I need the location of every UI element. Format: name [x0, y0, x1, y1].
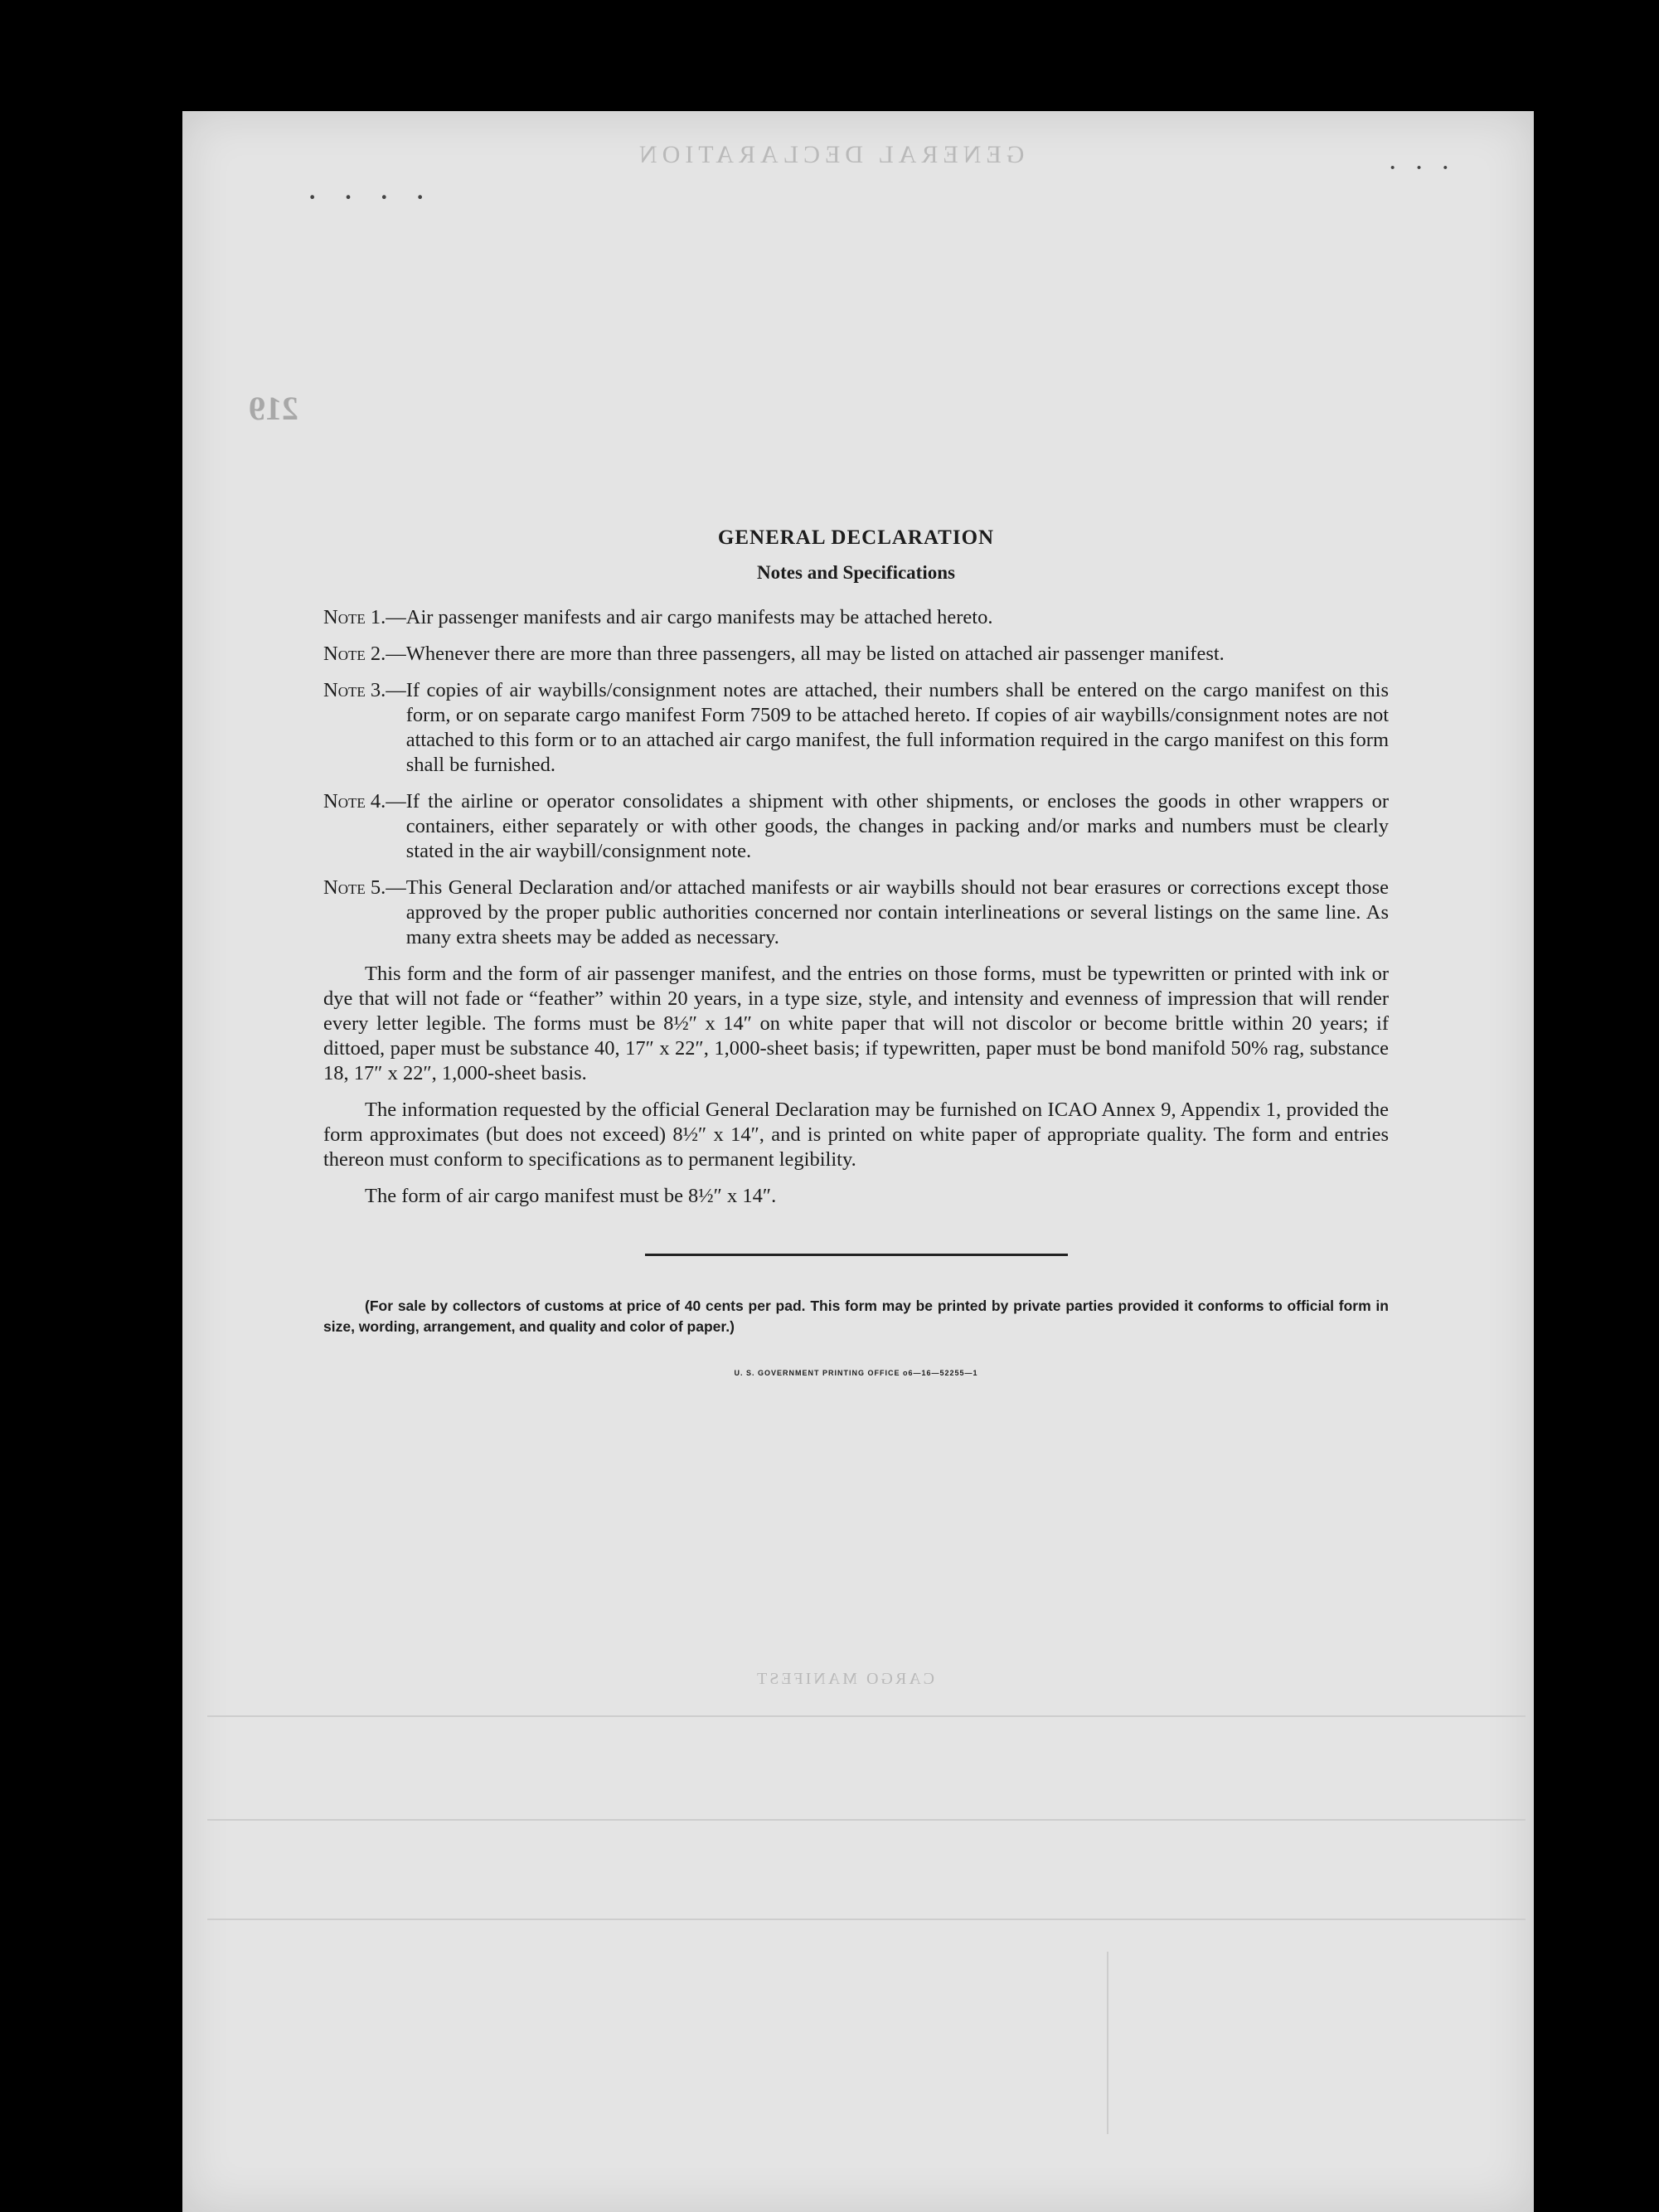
bleed-through-rule: [1107, 1952, 1108, 2134]
bleed-through-rule: [207, 1715, 1526, 1717]
note-text: This General Declaration and/or attached manifests or air waybills should not bear erasures or corrections except those approved by the proper public authorities concerned nor contain interlineations or several listings on the same line. As many extra sheets may be added as necessary.: [405, 876, 1389, 948]
note-1: [323, 605, 1389, 630]
page-title: GENERAL DECLARATION: [717, 526, 995, 549]
note-text: Whenever there are more than three passengers, all may be listed on attached air passenger manifest.: [405, 643, 1225, 665]
hole-punch-marks: · · · ·: [307, 178, 434, 216]
notes-and-specifications: [323, 526, 1389, 1385]
sale-note: (For sale by collectors of customs at price of 40 cents per pad. This form may be printed by private parties provided it conforms to official form in size, wording, arrangement, and quality and color of paper.): [323, 1298, 1389, 1335]
bleed-through-cargo-heading: CARGO MANIFEST: [754, 1670, 935, 1688]
note-2: [323, 642, 1389, 667]
bleed-through-rule: [207, 1819, 1526, 1821]
bleed-through-page-number: 219: [249, 390, 298, 427]
bleed-through-rule: [207, 1919, 1526, 1920]
specification-paragraph: The form of air cargo manifest must be 8½″ x 14″.: [365, 1185, 777, 1207]
note-text: If copies of air waybills/consignment notes are attached, their numbers shall be entered on the cargo manifest on this form, or on separate cargo manifest Form 7509 to be attached hereto. If copies of air waybills/consignment notes are not attached to this form or to an attached air cargo manifest, the full information required in the cargo manifest on this form shall be furnished.: [405, 679, 1389, 776]
note-label: Note 1.—: [323, 606, 406, 628]
note-label: Note 5.—: [323, 876, 406, 899]
bleed-through-title: GENERAL DECLARATION: [634, 141, 1025, 168]
note-label: Note 2.—: [323, 643, 406, 665]
printer-imprint: U. S. GOVERNMENT PRINTING OFFICE o6—16—52255—1: [734, 1369, 978, 1377]
specification-paragraph: This form and the form of air passenger manifest, and the entries on those forms, must be typewritten or printed with ink or dye that will not fade or “feather” within 20 years, in a type size, style, and intensity and evenness of impression that will render every letter legible. The forms must be 8½″ x 14″ on white paper that will not discolor or become brittle within 20 years; if dittoed, paper must be substance 40, 17″ x 22″, 1,000-sheet basis; if typewritten, paper must be bond manifold 50% rag, substance 18, 17″ x 22″, 1,000-sheet basis.: [323, 963, 1389, 1084]
page-subtitle: Notes and Specifications: [757, 562, 955, 583]
note-4: [323, 789, 1389, 864]
divider: [645, 1254, 1068, 1256]
note-5: [323, 876, 1389, 950]
note-3: [323, 678, 1389, 778]
hole-punch-marks: · · ·: [1388, 153, 1455, 183]
note-label: Note 3.—: [323, 679, 406, 701]
note-label: Note 4.—: [323, 790, 406, 813]
note-text: If the airline or operator consolidates a shipment with other shipments, or encloses the goods in other wrappers or containers, either separately or with other goods, the changes in packing and/or marks and numbers must be clearly stated in the air waybill/consignment note.: [405, 790, 1389, 862]
document-page: [182, 111, 1534, 2212]
specification-paragraph: The information requested by the official General Declaration may be furnished on ICAO Annex 9, Appendix 1, provided the form approximates (but does not exceed) 8½″ x 14″, and is printed on white paper of appropriate quality. The form and entries thereon must conform to specifications as to permanent legibility.: [323, 1099, 1389, 1171]
note-text: Air passenger manifests and air cargo manifests may be attached hereto.: [405, 606, 993, 628]
